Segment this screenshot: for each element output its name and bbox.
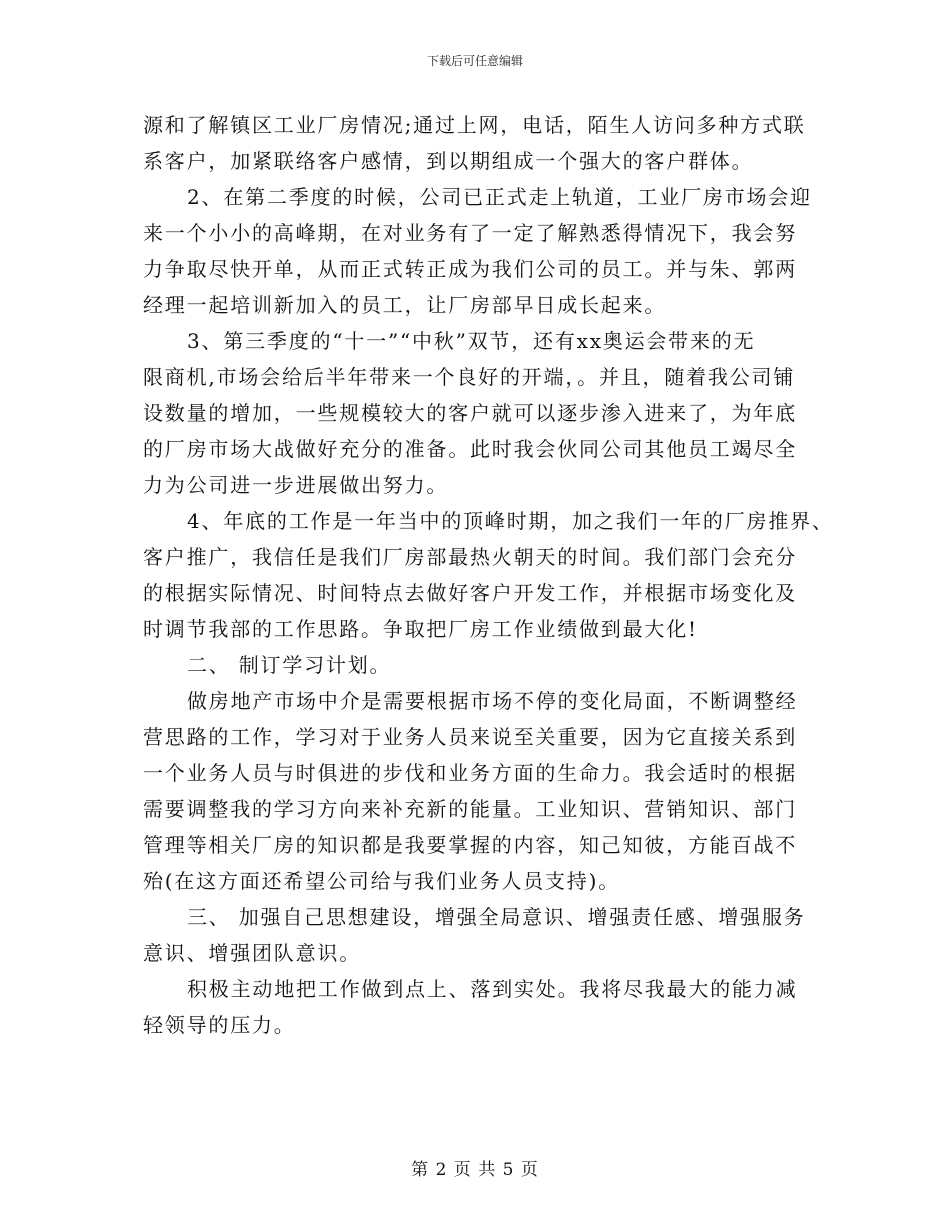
text-line: 力为公司进一步进展做出努力。 bbox=[143, 473, 449, 497]
text-line: 系客户，加紧联络客户感情，到以期组成一个强大的客户群体。 bbox=[143, 149, 754, 173]
section-heading: 二、 制订学习计划。 bbox=[187, 653, 392, 677]
text-line: 需要调整我的学习方向来补充新的能量。工业知识、营销知识、部门 bbox=[143, 797, 797, 821]
paragraph-start: 2、在第二季度的时候，公司已正式走上轨道，工业厂房市场会迎 bbox=[187, 185, 812, 209]
paragraph-start: 做房地产市场中介是需要根据市场不停的变化局面，不断调整经 bbox=[187, 689, 798, 713]
section-heading: 三、 加强自己思想建设，增强全局意识、增强责任感、增强服务 bbox=[187, 905, 806, 929]
paragraph-start: 4、年底的工作是一年当中的顶峰时期，加之我们一年的厂房推界、 bbox=[187, 509, 834, 533]
text-line: 设数量的增加，一些规模较大的客户就可以逐步渗入进来了，为年底 bbox=[143, 401, 797, 425]
text-line: 的根据实际情况、时间特点去做好客户开发工作，并根据市场变化及 bbox=[143, 581, 797, 605]
text-line: 管理等相关厂房的知识都是我要掌握的内容，知己知彼，方能百战不 bbox=[143, 833, 797, 857]
text-line: 客户推广，我信任是我们厂房部最热火朝天的时间。我们部门会充分 bbox=[143, 545, 797, 569]
text-line: 力争取尽快开单，从而正式转正成为我们公司的员工。并与朱、郭两 bbox=[143, 257, 797, 281]
text-line: 殆(在这方面还希望公司给与我们业务人员支持)。 bbox=[143, 869, 621, 893]
text-line: 限商机,市场会给后半年带来一个良好的开端，。并且，随着我公司铺 bbox=[143, 365, 796, 389]
text-line: 营思路的工作，学习对于业务人员来说至关重要，因为它直接关系到 bbox=[143, 725, 797, 749]
text-line: 来一个小小的高峰期，在对业务有了一定了解熟悉得情况下，我会努 bbox=[143, 221, 797, 245]
page-number-footer: 第 2 页 共 5 页 bbox=[411, 1160, 539, 1180]
text-line: 时调节我部的工作思路。争取把厂房工作业绩做到最大化! bbox=[143, 617, 698, 641]
document-body bbox=[143, 107, 834, 1043]
text-line: 一个业务人员与时俱进的步伐和业务方面的生命力。我会适时的根据 bbox=[143, 761, 797, 785]
text-line: 轻领导的压力。 bbox=[143, 1013, 296, 1037]
text-line: 经理一起培训新加入的员工，让厂房部早日成长起来。 bbox=[143, 293, 667, 317]
text-line: 源和了解镇区工业厂房情况;通过上网，电话，陌生人访问多种方式联 bbox=[143, 113, 806, 137]
text-line: 意识、增强团队意识。 bbox=[143, 941, 361, 965]
text-line: 的厂房市场大战做好充分的准备。此时我会伙同公司其他员工竭尽全 bbox=[143, 437, 797, 461]
paragraph-start: 3、第三季度的“十一”“中秋”双节，还有xx奥运会带来的无 bbox=[187, 329, 756, 353]
page-header: 下载后可任意编辑 bbox=[426, 54, 523, 68]
paragraph-start: 积极主动地把工作做到点上、落到实处。我将尽我最大的能力减 bbox=[187, 977, 798, 1001]
